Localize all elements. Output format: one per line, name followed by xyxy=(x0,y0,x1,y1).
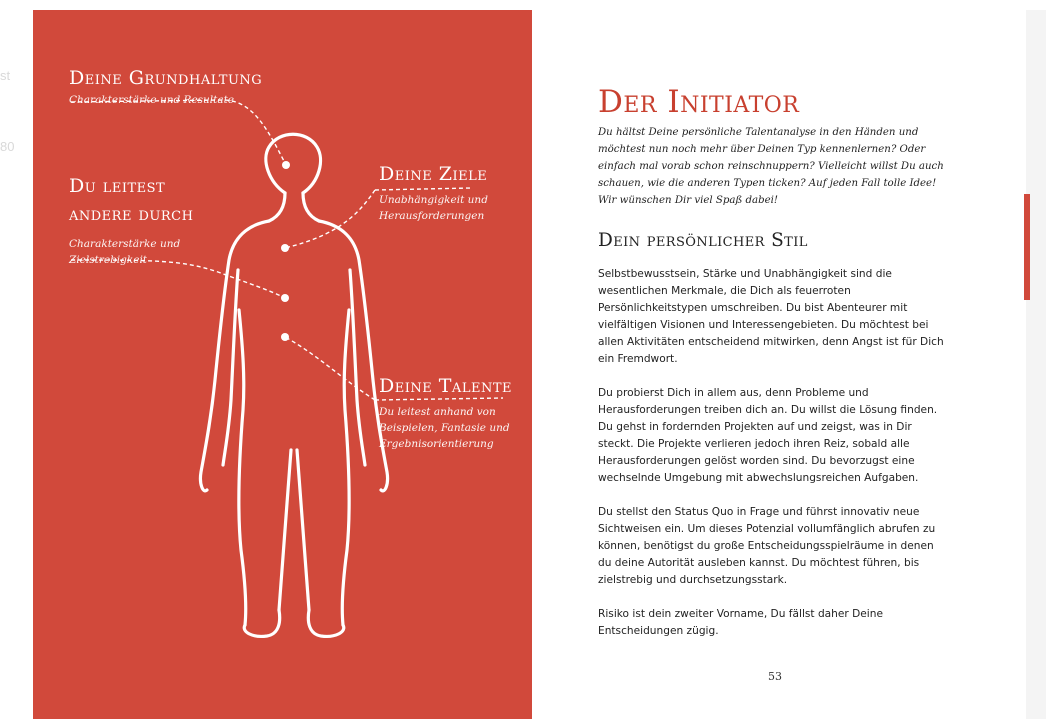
leitest-sub-line1: Charakterstärke und xyxy=(69,238,181,250)
paragraph: Du stellst den Status Quo in Frage und führst innovativ neue Sichtweisen ein. Um dieses Potenzial vollumfänglich abrufen zu können, benötigst du große Entscheidungsspielräume in denen du deine Autorität ausleben kannst. Du möchtest führen, bis zielstrebig und durchsetzungsstark. xyxy=(598,506,936,586)
section-title: Dein persönlicher Stil xyxy=(598,230,808,251)
ziele-title: Deine Ziele xyxy=(379,163,488,185)
label-leitest xyxy=(69,172,193,268)
label-grundhaltung xyxy=(69,64,262,108)
ziele-sub-line2: Herausforderungen xyxy=(379,210,485,222)
page-number: 53 xyxy=(768,670,782,683)
label-talente xyxy=(379,372,512,452)
left-page-illustration xyxy=(33,10,532,719)
intro-text: Du hältst Deine persönliche Talentanalyse in den Händen und möchtest nun noch mehr über Deinen Typ kennenlernen? Oder einfach mal vorab schon reinschnuppern? Vielleicht willst Du auch schauen, wie die anderen Typen ticken? Auf jeden Fall tolle Idee! Wir wünschen Dir viel Spaß dabei! xyxy=(598,127,944,206)
talente-sub-line1: Du leitest anhand von xyxy=(379,406,496,418)
paragraph: Du probierst Dich in allem aus, denn Probleme und Herausforderungen treiben dich an. Du willst die Lösung finden. Du gehst in fordernden Projekten auf und zeigst, was in Dir steckt. Die Projekte verlieren jedoch ihren Reiz, sobald alle Herausforderungen gelöst worden sind. Du bevorzugst eine wechselnde Umgebung mit abwechslungsreichen Aufgaben. xyxy=(598,387,938,484)
leitest-sub-line2: Zielstrebigkeit xyxy=(69,254,148,266)
grundhaltung-sub: Charakterstärke und Resultate xyxy=(69,94,235,106)
talente-title: Deine Talente xyxy=(379,375,512,397)
paragraph: Risiko ist dein zweiter Vorname, Du fällst daher Deine Entscheidungen zügig. xyxy=(598,608,883,637)
background-artifact: st xyxy=(0,68,11,83)
background-artifact: 80 xyxy=(0,139,15,154)
ziele-sub-line1: Unabhängigkeit und xyxy=(379,194,488,206)
talente-sub-line2: Beispielen, Fantasie und xyxy=(379,422,510,434)
body-text xyxy=(598,266,950,657)
page-title: Der Initiator xyxy=(598,84,800,120)
grundhaltung-title: Deine Grundhaltung xyxy=(69,67,263,89)
viewer-side-strip xyxy=(1026,10,1046,719)
leitest-title-line2: andere durch xyxy=(69,203,194,225)
paragraph: Selbstbewusstsein, Stärke und Unabhängigkeit sind die wesentlichen Merkmale, die Dich als feuerroten Persönlichkeitstypen umschreiben. Du bist Abenteurer mit vielfältigen Visionen und Interessengebieten. Du möchtest bei allen Aktivitäten entscheidend mitwirken, denn Angst ist für Dich ein Fremdwort. xyxy=(598,268,944,365)
leitest-title-line1: Du leitest xyxy=(69,175,166,197)
body-outline-figure xyxy=(33,10,532,719)
label-ziele xyxy=(379,160,488,224)
bookmark-tab[interactable] xyxy=(1024,194,1030,300)
talente-sub-line3: Ergebnisorientierung xyxy=(379,438,494,450)
right-page-text xyxy=(532,10,1026,719)
